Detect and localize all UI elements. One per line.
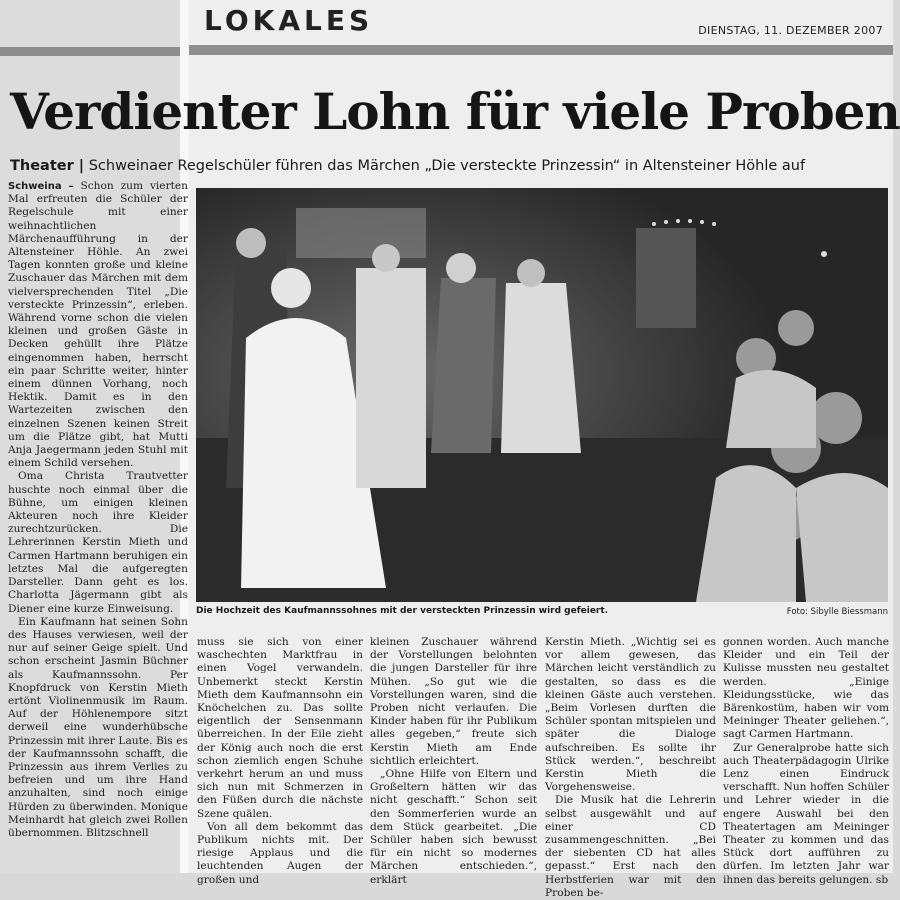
paragraph: Kerstin Mieth. „Wichtig sei es vor allem gewesen, das Märchen leicht verständlich zu gestalten, so dass es die kleinen Gäste auch verstehen. „Beim Vorlesen durften die Schüler spontan mitspielen und später die Dialoge aufschreiben. Es sollte ihr Stück werden.“, beschreibt Kerstin Mieth die Vorgehensweise. (545, 636, 716, 794)
paragraph: kleinen Zuschauer während der Vorstellungen belohnten die jungen Darsteller für ihre Mühen. „So gut wie die Vorstellungen waren, sind die Proben nicht verlaufen. Die Kinder haben für ihr Publikum alles gegeben,“ freute sich Kerstin Mieth am Ende sichtlich erleichtert. (370, 636, 537, 767)
dateline: Schweina – (8, 181, 74, 192)
photo-credit: Foto: Sibylle Biessmann (786, 607, 888, 617)
paragraph: Von all dem bekommt das Publikum nichts mit. Der riesige Applaus und die leuchtenden Augen der großen und (197, 820, 363, 886)
headline: Verdienter Lohn für viele Proben (10, 82, 900, 141)
article-column-4 (545, 636, 716, 899)
issue-date: DIENSTAG, 11. DEZEMBER 2007 (698, 24, 883, 37)
article-column-3 (370, 636, 537, 886)
subhead-text: Schweinaer Regelschüler führen das Märchen „Die versteckte Prinzessin“ in Altensteiner Höhle auf (88, 158, 806, 174)
paragraph: „Ohne Hilfe von Eltern und Großeltern hätten wir das nicht geschafft.“ Schon seit den Sommerferien wurde an dem Stück gearbeitet. „Die Schüler haben sich bewusst für ein nicht so modernes Märchen entschieden.“, erklärt (370, 768, 537, 886)
left-rule (0, 47, 180, 56)
article-column-1 (8, 180, 188, 870)
article-column-5 (723, 636, 889, 886)
article-column-2 (197, 636, 363, 886)
subheadline (10, 158, 805, 174)
photo-illustration (196, 188, 888, 602)
paragraph: Schon zum vierten Mal erfreuten die Schüler der Regelschule mit einer weihnachtlichen Märchenaufführung in der Altensteiner Höhle. An zwei Tagen konnten große und kleine Zuschauer das Märchen mit dem vielversprechenden Titel „Die versteckte Prinzessin“, erleben. Während vorne schon die vielen kleinen und großen Gäste in Decken gehüllt ihre Plätze eingenommen haben, herrscht ein paar Schritte weiter, hinter einem dünnen Vorhang, noch Hektik. Damit es in den Wartezeiten zwischen den einzelnen Szenen keinen Streit um die Plätze gibt, hat Mutti Anja Jaegermann jeden Stuhl mit einem Schild versehen. (8, 180, 188, 470)
paragraph: muss sie sich von einer waschechten Marktfrau in einen Vogel verwandeln. Unbemerkt steckt Kerstin Mieth dem Kaufmannsohn ein Knöchelchen zu. Das sollte eigentlich der Sensenmann überreichen. In der Eile zieht der König auch noch die erst schon ziemlich engen Schuhe verkehrt herum an und muss sich nun mit Schmerzen in den Füßen durch die nächste Szene quälen. (197, 636, 363, 820)
paragraph: gonnen worden. Auch manche Kleider und ein Teil der Kulisse mussten neu gestaltet werden. „Einige Kleidungsstücke, wie das Bärenkostüm, haben wir vom Meininger Theater geliehen.“, sagt Carmen Hartmann. (723, 636, 889, 741)
photo-caption: Die Hochzeit des Kaufmannssohnes mit der versteckten Prinzessin wird gefeiert. (196, 606, 609, 616)
header-rule (189, 45, 893, 55)
paragraph: Ein Kaufmann hat seinen Sohn des Hauses verwiesen, weil der nur auf seiner Geige spielt. Und schon erscheint Jasmin Büchner als Kaufmannssohn. Per Knopfdruck von Kerstin Mieth ertönt Violinenmusik im Raum. Auf der Höhlenempore sitzt derweil eine wunderhübsche Prinzessin mit ihrer Laute. Bis es der Kaufmannssohn schafft, die Prinzessin aus ihrem Verlies zu befreien und um ihre Hand anzuhalten, sind noch einige Hürden zu überwinden. Monique Meinhardt hat gleich zwei Rollen übernommen. Blitzschnell (8, 615, 188, 839)
paragraph: Die Musik hat die Lehrerin selbst ausgewählt und auf einer CD zusammengeschnitten. „Bei der siebenten CD hat alles gepasst.“ Erst nach den Herbstferien war mit den Proben be- (545, 794, 716, 899)
section-title: LOKALES (204, 4, 374, 37)
article-photo (196, 188, 888, 602)
paragraph: Zur Generalprobe hatte sich auch Theaterpädagogin Ulrike Lenz einen Eindruck verschafft. Nun hoffen Schüler und Lehrer wieder in die engere Auswahl bei den Theatertagen am Meininger Theater zu kommen und das Stück dort aufführen zu dürfen. Im letzten Jahr war ihnen das bereits gelungen. sb (723, 741, 889, 886)
subhead-kicker: Theater | (10, 158, 85, 174)
paragraph: Oma Christa Trautvetter huschte noch einmal über die Bühne, um einigen kleinen Akteuren noch ihre Kleider zurechtzurücken. Die Lehrerinnen Kerstin Mieth und Carmen Hartmann beruhigen ein letztes Mal die aufgeregten Darsteller. Dann geht es los. Charlotta Jägermann gibt als Diener eine kurze Einweisung. (8, 470, 188, 615)
